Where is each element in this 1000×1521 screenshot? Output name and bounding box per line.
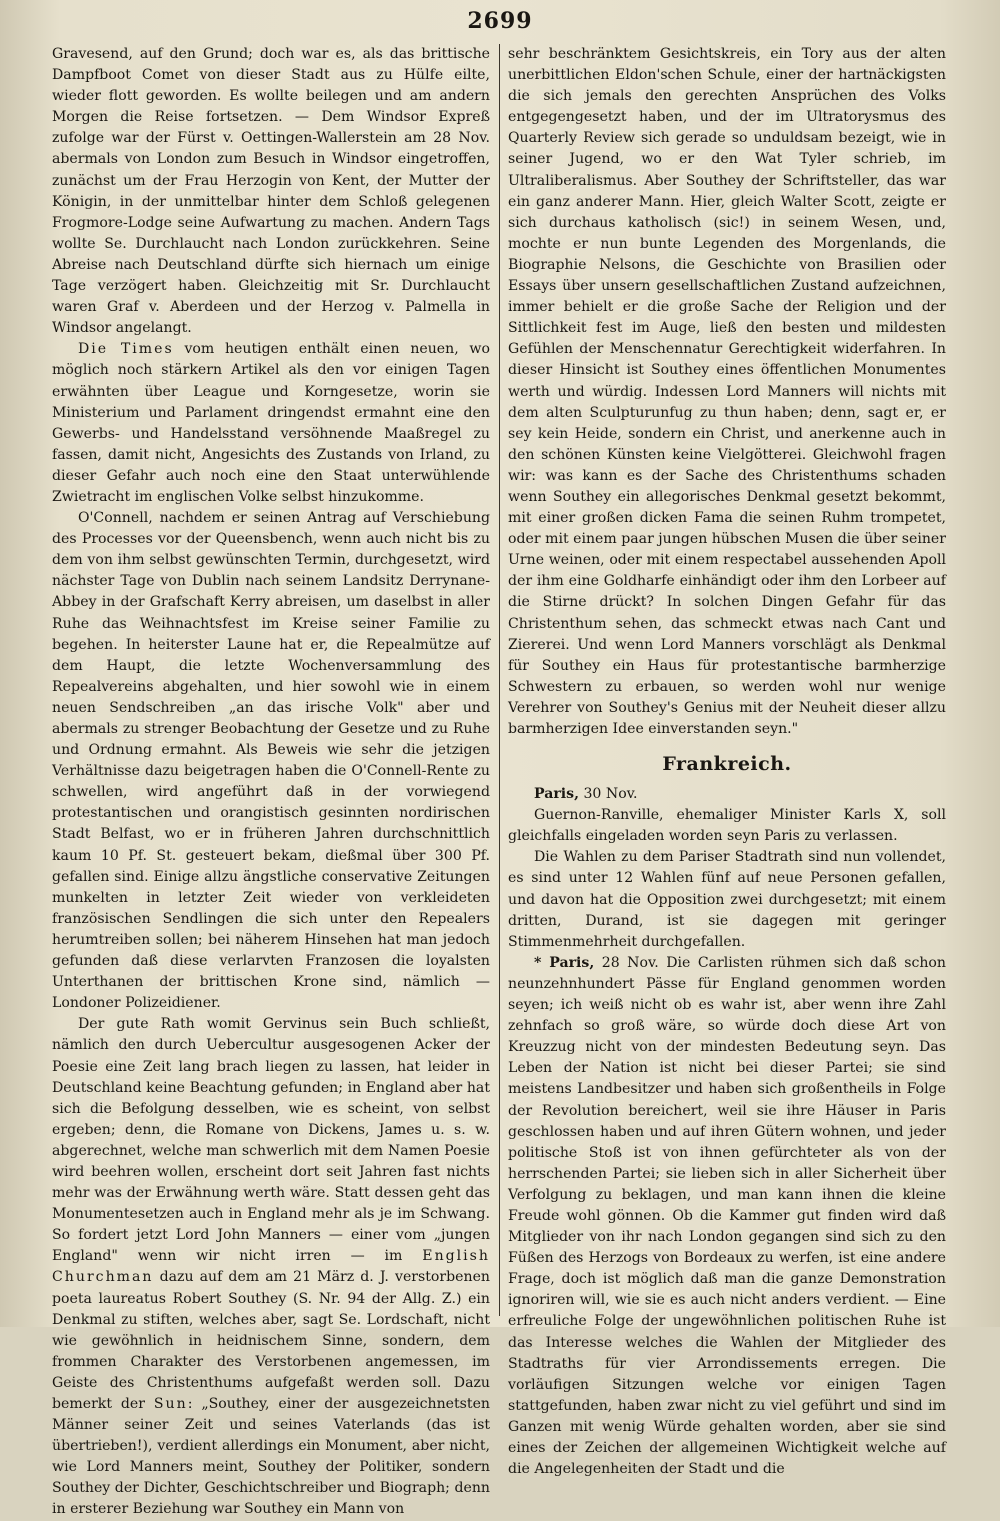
newspaper-title: English Churchman <box>52 1248 490 1286</box>
paragraph-text: vom heutigen enthält einen neuen, wo möglich noch stärkern Artikel als den vor einigen Tagen erwähnten über League und Korngesetze, worin sie Ministerium und Parlament dringendst ermahnt eine den Gewerbs- und Handelsstand versöhnende Maaßregel zu fassen, damit nicht, Angesichts des Zustands von Irland, zu dieser Gefahr auch noch eine den Staat unterwühlende Zwietracht im englischen Volke selbst hinzukomme. <box>52 341 490 505</box>
article-paragraph <box>508 953 946 1480</box>
paragraph-text: Der gute Rath womit Gervinus sein Buch schließt, nämlich den durch Uebercultur ausgesogenen Acker der Poesie eine Zeit lang brach liegen zu lassen, hat leider in Deutschland keine Beachtung gefunden; in England aber hat sich die Befolgung desselben, wie es scheint, von selbst ergeben; denn, die Romane von Dickens, James u. s. w. abgerechnet, welche man schwerlich mit dem Namen Poesie wird beehren wollen, erscheint dort seit Jahren fast nichts mehr was der Erwähnung werth wäre. Statt dessen geht das Monumentesetzen auch in England mehr als je im Schwang. So fordert jetzt Lord John Manners — einer vom „jungen England" wenn wir nicht irren — im <box>52 1016 490 1265</box>
right-column <box>508 44 946 1478</box>
article-paragraph <box>52 1014 490 1520</box>
article-paragraph: Gravesend, auf den Grund; doch war es, als das brittische Dampfboot Comet von dieser Stadt aus zu Hülfe eilte, wieder flott geworden. Es wollte beilegen und am andern Morgen die Reise fortsetzen. — Dem Windsor Expreß zufolge war der Fürst v. Oettingen-Wallerstein am 28 Nov. abermals von London zum Besuch in Windsor eingetroffen, zunächst um der Frau Herzogin von Kent, der Mutter der Königin, in der unmittelbar hinter dem Schloß gelegenen Frogmore-Lodge seine Aufwartung zu machen. Andern Tags wollte Se. Durchlaucht nach London zurückkehren. Seine Abreise nach Deutschland dürfte sich hiernach um einige Tage verzögert haben. Gleichzeitig mit Sr. Durchlaucht waren Graf v. Aberdeen und der Herzog v. Palmella in Windsor angelangt. <box>52 46 490 337</box>
page-number: 2699 <box>467 8 533 34</box>
article-paragraph: Guernon-Ranville, ehemaliger Minister Karls X, soll gleichfalls eingeladen worden seyn Paris zu verlassen. <box>508 807 946 845</box>
paragraph-text: : „Southey, einer der ausgezeichnetsten Männer seiner Zeit und seines Vaterlands (das ist übertrieben!), verdient allerdings ein Monument, aber nicht, wie Lord Manners meint, Southey der Politiker, sondern Southey der Dichter, Geschichtschreiber und Biograph; denn in ersterer Beziehung war Southey ein Mann von <box>52 1396 490 1518</box>
dateline-date: 30 Nov. <box>578 786 638 803</box>
dateline <box>508 784 946 805</box>
newspaper-title: Sun <box>153 1396 188 1412</box>
left-column <box>52 44 490 1518</box>
article-paragraph <box>52 339 490 508</box>
dateline-place: * Paris, <box>534 954 595 971</box>
paragraph-text: dazu auf dem am 21 März d. J. verstorbenen poeta laureatus Robert Southey (S. Nr. 94 der Allg. Z.) ein Denkmal zu stiften, welches aber, sagt Se. Lordschaft, nicht wie gewöhnlich in heidnischem Sinne, sondern, dem frommen Charakter des Verstorbenen angemessen, im Geiste des Christenthums aufgefaßt werden soll. Dazu bemerkt der <box>52 1269 490 1412</box>
paragraph-text: Die Carlisten rühmen sich daß schon neunzehnhundert Pässe für England genommen worden seyen; ich weiß nicht ob es wahr ist, aber wenn ihre Zahl zehnfach so groß wäre, so würde doch diese Art von Kreuzzug nicht von der mindesten Bedeutung seyn. Das Leben der Nation ist nicht bei dieser Partei; sie sind meistens Landbesitzer und haben sich großentheils in Folge der Revolution bereichert, weil sie ihre Häuser in Paris geschlossen haben und auf ihren Gütern wohnen, und jeder politische Stoß ist von ihnen gefürchteter als von der herrschenden Partei; sie lieben sich in aller Sicherheit über Verfolgung zu beklagen, und man kann ihnen die kleine Freude wohl gönnen. Ob die Kammer gut finden wird daß Mitglieder von ihr nach London gegangen sind sich zu den Füßen des Herzogs von Bordeaux zu werfen, ist eine andere Frage, doch ist möglich daß man die ganze Demonstration ignoriren will, wie sie es auch nicht anders verdient. — Eine erfreuliche Folge der ungewöhnlichen politischen Ruhe ist das Interesse welches die Wahlen der Mitglieder des Stadtraths für vier Arrondissements erregen. Die vorläufigen Sitzungen welche vor einigen Tagen stattgefunden, haben zwar nicht zu viel geführt und sind im Ganzen mit wenig Würde gehalten worden, aber sie sind eines der Zeichen der allgemeinen Wichtigkeit welche auf die Angelegenheiten der Stadt und die <box>508 954 946 1478</box>
dateline-date: 28 Nov. <box>594 954 659 971</box>
newspaper-title: Die Times <box>78 341 174 358</box>
dateline-place: Paris, <box>534 786 579 803</box>
article-paragraph: Die Wahlen zu dem Pariser Stadtrath sind nun vollendet, es sind unter 12 Wahlen fünf auf neue Personen gefallen, und davon hat die Opposition zwei durchgesetzt; mit einem dritten, Durand, ist sie dagegen mit geringer Stimmenmehrheit durchgefallen. <box>508 849 946 950</box>
section-heading: Frankreich. <box>662 753 792 776</box>
column-divider <box>499 44 500 1316</box>
article-paragraph: sehr beschränktem Gesichtskreis, ein Tory aus der alten unerbittlichen Eldon'schen Schule, einer der hartnäckigsten die sich jemals den gerechten Ansprüchen des Volks entgegengesetzt haben, und der im Ultratorysmus des Quarterly Review sich gerade so unduldsam bezeigt, wie in seiner Jugend, wo er den Wat Tyler schrieb, im Ultraliberalismus. Aber Southey der Schriftsteller, das war ein ganz anderer Mann. Hier, gleich Walter Scott, zeigte er sich durchaus katholisch (sic!) in seinem Wesen, und, mochte er nun bunte Legenden des Morgenlands, die Biographie Nelsons, die Geschichte von Brasilien oder Essays über unsern gesellschaftlichen Zustand aufzeichnen, immer behielt er die große Sache der Religion und der Sittlichkeit fest im Auge, ließ den besten und mildesten Gefühlen der Menschennatur Gerechtigkeit widerfahren. In dieser Hinsicht ist Southey eines öffentlichen Monumentes werth und würdig. Indessen Lord Manners will nichts mit dem alten Sculpturunfug zu thun haben; denn, sagt er, er sey kein Heide, sondern ein Christ, und anerkenne auch in den schönen Künsten keine Vielgötterei. Gleichwohl fragen wir: was kann es der Sache des Christenthums schaden wenn Southey ein allegorisches Denkmal gesetzt bekommt, mit einer großen dicken Fama die seinen Ruhm trompetet, oder mit einem paar jungen hübschen Musen die über seiner Urne weinen, oder mit einem respectabel aussehenden Apoll der ihm eine Goldharfe einhändigt oder ihm den Lorbeer auf die Stirne drückt? In solchen Dingen Gefahr für das Christenthum sehen, das schmeckt etwas nach Cant und Ziererei. Und wenn Lord Manners vorschlägt als Denkmal für Southey ein Haus für protestantische barmherzige Schwestern zu erbauen, so werden wohl nur wenige Verehrer von Southey's Genius mit der Neuheit dieser allzu barmherzigen Idee einverstanden seyn." <box>508 46 946 737</box>
article-paragraph: O'Connell, nachdem er seinen Antrag auf Verschiebung des Processes vor der Queensbench, wenn auch nicht bis zu dem von ihm selbst gewünschten Termin, durchgesetzt, wird nächster Tage von Dublin nach seinem Landsitz Derrynane-Abbey in der Grafschaft Kerry abreisen, um daselbst in aller Ruhe das Weihnachtsfest im Kreise seiner Familie zu begehen. In heiterster Laune hat er, die Repealmütze auf dem Haupt, die letzte Wochenversammlung des Repealvereins abgehalten, und hier sowohl wie in einem neuen Sendschreiben „an das irische Volk" aber und abermals zu strenger Beobachtung der Gesetze und zu Ruhe und Ordnung ermahnt. Als Beweis wie sehr die jetzigen Verhältnisse dazu beigetragen haben die O'Connell-Rente zu schwellen, wird angeführt daß in der vorwiegend protestantischen und orangistisch gesinnten nordirischen Stadt Belfast, wo er in früheren Jahren durchschnittlich kaum 10 Pf. St. gesteuert bekam, dießmal über 300 Pf. gefallen sind. Einige allzu ängstliche conservative Zeitungen munkelten in letzter Zeit wieder von verkleideten französischen Sendlingen die sich unter den Repealers herumtreiben sollen; bei näherem Hinsehen hat man jedoch gefunden daß diese verlarvten Franzosen die loyalsten Unterthanen der brittischen Krone sind, nämlich — Londoner Polizeidiener. <box>52 510 490 1012</box>
